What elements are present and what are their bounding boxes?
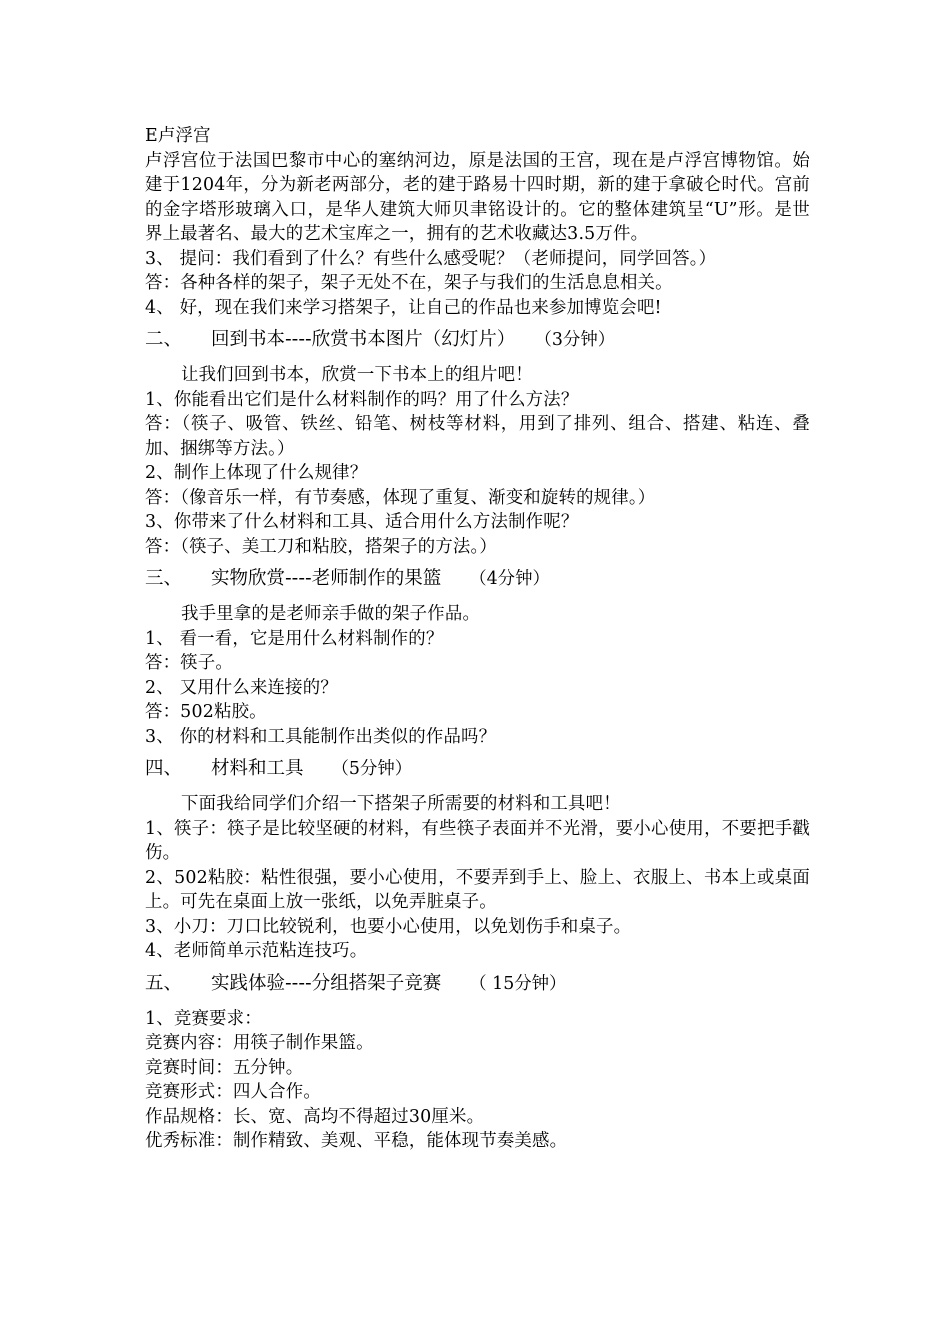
section-2-line: 2、制作上体现了什么规律？ — [145, 463, 368, 483]
section-4-title: 材料和工具 — [211, 758, 304, 779]
section-4-time: （5分钟） — [331, 759, 413, 779]
section-4-number: 四、 — [145, 758, 183, 779]
section-3-number: 三、 — [145, 568, 183, 589]
section-2-line: 3、你带来了什么材料和工具、适合用什么方法制作呢？ — [145, 512, 579, 532]
section-5-line: 作品规格：长、宽、高均不得超过30厘米。 — [145, 1106, 485, 1127]
section-5-line: 竞赛内容：用筷子制作果篮。 — [145, 1033, 374, 1053]
section-3-time: （4分钟） — [469, 569, 550, 589]
section-3-intro: 我手里拿的是老师亲手做的架子作品。 — [181, 604, 481, 624]
section-3-line: 答：筷子。 — [145, 653, 233, 673]
louvre-title: E卢浮宫 — [145, 126, 211, 146]
section-5-time: （ 15分钟） — [469, 973, 567, 994]
section-2-time: （3分钟） — [543, 330, 616, 350]
section-5-line: 优秀标准：制作精致、美观、平稳，能体现节奏美感。 — [145, 1131, 568, 1151]
section-4-line: 2、502粘胶：粘性很强，要小心使用，不要弄到手上、脸上、衣服上、书本上或桌面上。可先在桌面上放一张纸，以免弄脏桌子。 — [145, 867, 810, 912]
section-3-line: 2、 又用什么来连接的？ — [145, 677, 338, 698]
section-5-line: 1、竞赛要求： — [145, 1008, 262, 1029]
document-page — [145, 124, 810, 1154]
section-4-line: 3、小刀：刀口比较锐利，也要小心使用，以免划伤手和桌子。 — [145, 916, 632, 937]
question-4: 4、 好，现在我们来学习搭架子，让自己的作品也来参加博览会吧! — [145, 297, 662, 318]
section-3-line: 3、 你的材料和工具能制作出类似的作品吗？ — [145, 726, 497, 747]
section-4-line: 1、筷子：筷子是比较坚硬的材料，有些筷子表面并不光滑，要小心使用，不要把手戳伤。 — [145, 818, 810, 863]
section-3-heading — [145, 566, 810, 592]
section-2-number: 二、 — [145, 329, 183, 350]
section-4-line: 4、老师简单示范粘连技巧。 — [145, 941, 368, 961]
section-3-line: 1、 看一看，它是用什么材料制作的？ — [145, 628, 444, 649]
section-2-line: 答：（像音乐一样，有节奏感，体现了重复、渐变和旋转的规律。） — [145, 487, 656, 508]
answer-3: 答：各种各样的架子，架子无处不在，架子与我们的生活息息相关。 — [145, 273, 673, 293]
section-5-line: 竞赛形式：四人合作。 — [145, 1082, 321, 1102]
section-4-heading — [145, 756, 810, 782]
louvre-description: 卢浮宫位于法国巴黎市中心的塞纳河边，原是法国的王宫，现在是卢浮宫博物馆。始建于1204年，分为新老两部分，老的建于路易十四时期，新的建于拿破仑时代。宫前的金字塔形玻璃入口，是华人建筑大师贝聿铭设计的。它的整体建筑呈“U”形。是世界上最著名、最大的艺术宝库之一，拥有的艺术收藏达3.5万件。 — [145, 150, 810, 244]
section-3-line: 答：502粘胶。 — [145, 702, 267, 722]
section-5-title: 实践体验----分组搭架子竞赛 — [211, 972, 442, 994]
section-3-title: 实物欣赏----老师制作的果篮 — [211, 568, 442, 589]
section-2-line: 答：（筷子、美工刀和粘胶，搭架子的方法。） — [145, 536, 498, 557]
section-2-line: 答：（筷子、吸管、铁丝、铅笔、树枝等材料，用到了排列、组合、搭建、粘连、叠加、捆绑等方法。） — [145, 414, 810, 459]
section-2-intro: 让我们回到书本，欣赏一下书本上的组片吧！ — [181, 365, 533, 385]
section-2-title: 回到书本----欣赏书本图片（幻灯片） — [211, 329, 516, 350]
section-5-line: 竞赛时间：五分钟。 — [145, 1057, 304, 1078]
section-5-heading — [145, 971, 810, 997]
section-2-line: 1、你能看出它们是什么材料制作的吗？用了什么方法？ — [145, 389, 579, 410]
section-4-intro: 下面我给同学们介绍一下搭架子所需要的材料和工具吧！ — [181, 794, 621, 814]
section-5-number: 五、 — [145, 972, 183, 994]
section-2-heading — [145, 327, 810, 353]
question-3: 3、 提问：我们看到了什么？有些什么感受呢？（老师提问，同学回答。） — [145, 248, 717, 269]
